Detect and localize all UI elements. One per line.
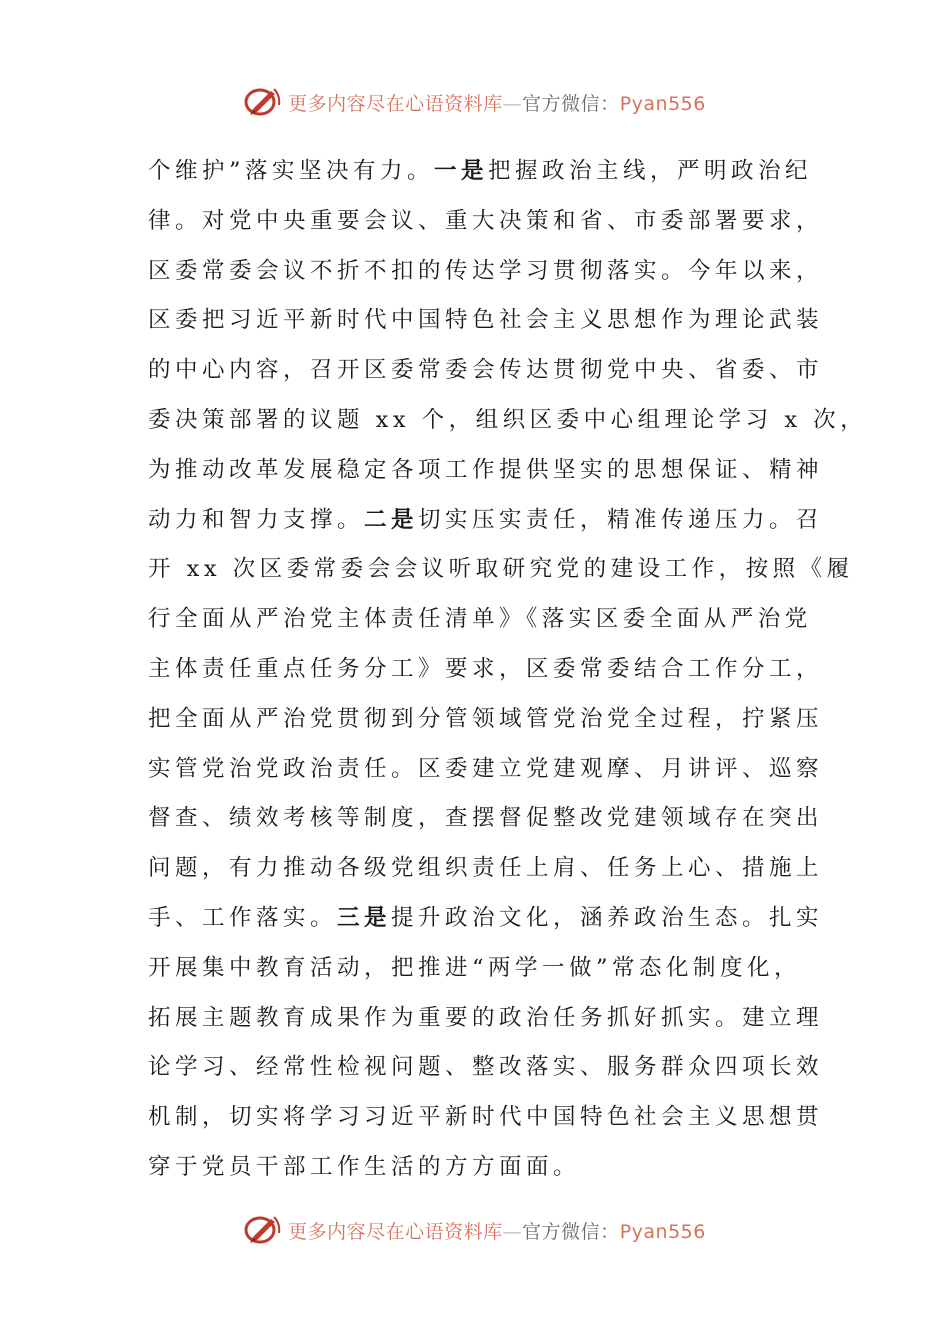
text-segment: 论学习、经常性检视问题、整改落实、服务群众四项长效 [148,1054,824,1081]
bold-keyword: 一是 [434,158,489,184]
text-line [148,645,824,695]
text-segment: 开展集中教育活动，把推进“两学一做”常态化制度化， [148,954,802,981]
text-segment: 提升政治文化，涵养政治生态。扎实 [391,904,824,931]
banner-wechat-label: 官方微信： [522,92,620,115]
banner-dash: — [502,1220,523,1243]
text-line [148,994,824,1044]
text-line [148,944,802,994]
text-line [148,844,824,894]
text-line [148,1143,788,1193]
text-line [148,595,812,645]
text-segment: 主体责任重点任务分工》要求，区委常委结合工作分工， [148,655,824,682]
text-segment: 区委把习近平新时代中国特色社会主义思想作为理论武装 [148,307,824,334]
text-line [148,147,813,197]
banner-wechat-label: 官方微信： [522,1220,620,1243]
banner-slogan: 更多内容尽在心语资料库 [288,92,503,115]
text-segment: 把握政治主线，严明政治纪 [488,158,813,184]
text-segment: 拓展主题教育成果作为重要的政治任务抓好抓实。建立理 [148,1004,824,1031]
text-segment: 实管党治党政治责任。区委建立党建观摩、月讲评、巡察 [148,755,824,782]
text-segment: 委决策部署的议题 xx 个，组织区委中心组理论学习 x 次， [148,406,868,433]
text-line [148,446,824,496]
banner-text [288,1217,706,1244]
banner-text [288,89,706,116]
document-paragraph [148,147,868,1193]
banner-dash: — [502,92,523,115]
text-line [148,1043,824,1093]
text-segment: 的中心内容，召开区委常委会传达贯彻党中央、省委、市 [148,357,824,384]
text-segment: 督查、绩效考核等制度，查摆督促整改党建领域存在突出 [148,805,824,832]
text-segment: 穿于党员干部工作生活的方方面面。 [148,1153,581,1180]
text-segment: 律。对党中央重要会议、重大决策和省、市委部署要求， [148,207,824,234]
text-line [148,247,824,297]
text-line [148,695,824,745]
text-line [148,396,868,446]
text-line [148,346,824,396]
text-line [148,496,824,546]
text-segment: 机制，切实将学习习近平新时代中国特色社会主义思想贯 [148,1104,824,1131]
banner-wechat-id: Pyan556 [619,1220,706,1243]
text-line [148,197,824,247]
banner-wechat-id: Pyan556 [619,92,706,115]
footer-banner [0,1210,950,1250]
text-segment: 行全面从严治党主体责任清单》《落实区委全面从严治党 [148,606,812,633]
text-line [148,794,824,844]
text-segment: 把全面从严治党贯彻到分管领域管党治党全过程，拧紧压 [148,705,824,732]
text-segment: 开 xx 次区委常委会会议听取研究党的建设工作，按照《履 [148,556,854,583]
text-segment: 问题，有力推动各级党组织责任上肩、任务上心、措施上 [148,855,824,882]
text-line [148,1093,824,1143]
pen-logo-icon [244,1213,282,1247]
bold-keyword: 二是 [364,506,419,533]
text-segment: 个维护”落实坚决有力。 [148,158,435,184]
banner-slogan: 更多内容尽在心语资料库 [288,1220,503,1243]
text-line [148,545,854,595]
header-banner [0,82,950,122]
text-line [148,894,824,944]
text-segment: 为推动改革发展稳定各项工作提供坚实的思想保证、精神 [148,456,824,483]
text-segment: 手、工作落实。 [148,904,338,931]
text-line [148,745,824,795]
text-segment: 动力和智力支撑。 [148,506,365,533]
bold-keyword: 三是 [337,904,392,931]
pen-logo-icon [244,85,282,119]
text-segment: 区委常委会议不折不扣的传达学习贯彻落实。今年以来， [148,257,824,284]
text-segment: 切实压实责任，精准传递压力。召 [418,506,824,533]
text-line [148,296,824,346]
